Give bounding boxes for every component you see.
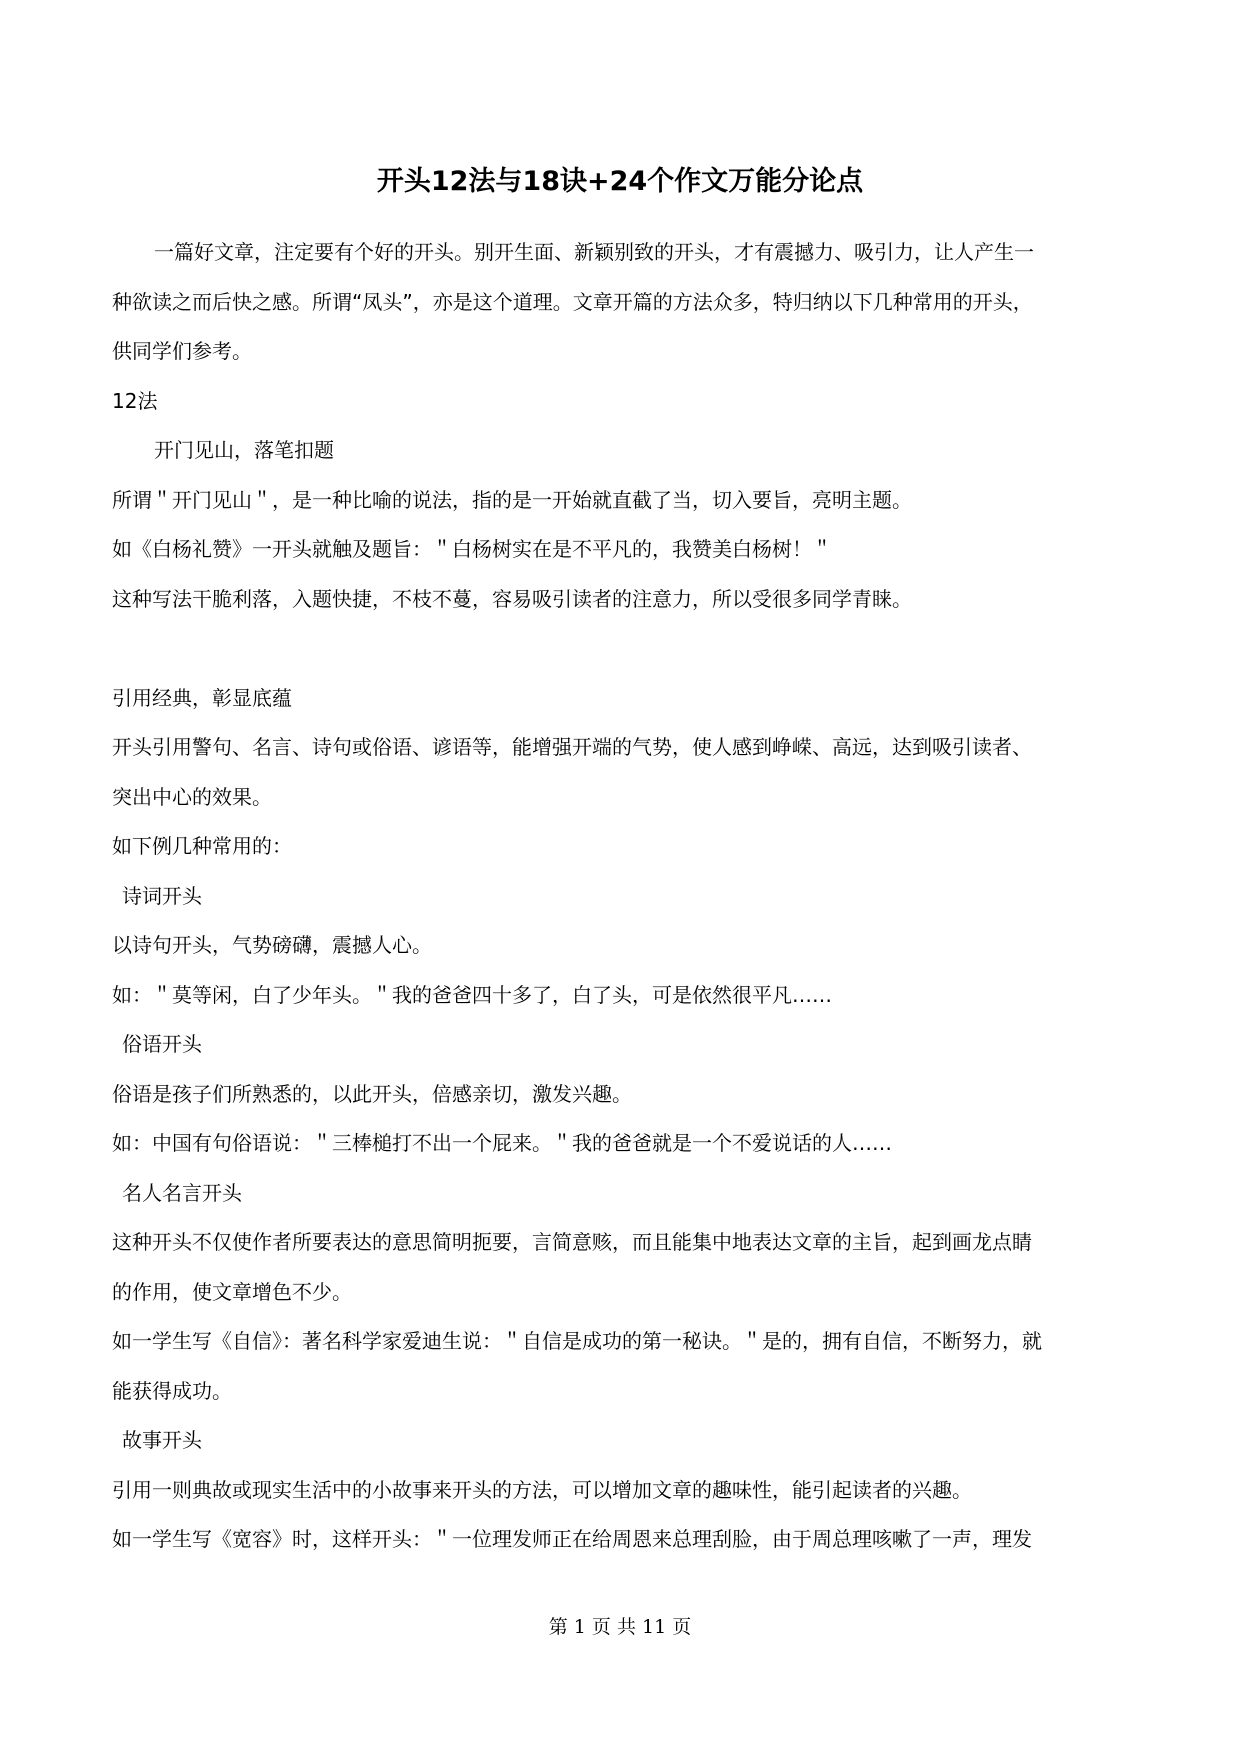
method-heading: 开门见山，落笔扣题 bbox=[154, 438, 334, 462]
document-title: 开头12法与18诀+24个作文万能分论点 bbox=[376, 166, 864, 197]
section-heading: 12法 bbox=[112, 388, 158, 413]
paragraph-line: 开头引用警句、名言、诗句或俗语、谚语等，能增强开端的气势，使人感到峥嵘、高远，达到吸引读者、 bbox=[112, 735, 1032, 759]
paragraph-line: 种欲读之而后快之感。所谓“凤头”，亦是这个道理。文章开篇的方法众多，特归纳以下几种常用的开头， bbox=[112, 289, 1033, 314]
method-heading: 引用经典，彰显底蕴 bbox=[112, 685, 292, 710]
paragraph-line: 所谓＂开门见山＂，是一种比喻的说法，指的是一开始就直截了当，切入要旨，亮明主题。 bbox=[112, 487, 912, 512]
paragraph-line: 这种写法干脆利落，入题快捷，不枝不蔓，容易吸引读者的注意力，所以受很多同学青睐。 bbox=[112, 586, 912, 611]
paragraph-line: 如：中国有句俗语说：＂三棒槌打不出一个屁来。＂我的爸爸就是一个不爱说话的人…… bbox=[112, 1131, 892, 1155]
sub-heading: 名人名言开头 bbox=[122, 1180, 242, 1205]
blank-line bbox=[112, 624, 1132, 674]
sub-heading: 故事开头 bbox=[122, 1428, 202, 1452]
sub-heading: 诗词开头 bbox=[122, 883, 202, 908]
paragraph-line: 能获得成功。 bbox=[112, 1378, 232, 1403]
paragraph-line: 引用一则典故或现实生活中的小故事来开头的方法，可以增加文章的趣味性，能引起读者的兴趣。 bbox=[112, 1477, 972, 1502]
paragraph-line: 如一学生写《自信》：著名科学家爱迪生说：＂自信是成功的第一秘诀。＂是的，拥有自信，不断努力，就 bbox=[112, 1329, 1042, 1353]
paragraph-line: 突出中心的效果。 bbox=[112, 784, 272, 809]
paragraph-line: 俗语是孩子们所熟悉的，以此开头，倍感亲切，激发兴趣。 bbox=[112, 1081, 632, 1106]
paragraph-line: 如一学生写《宽容》时，这样开头：＂一位理发师正在给周恩来总理刮脸，由于周总理咳嗽了一声，理发 bbox=[112, 1527, 1032, 1551]
document-body bbox=[112, 228, 1132, 1565]
page-number-footer: 第 1 页 共 11 页 bbox=[548, 1616, 692, 1638]
paragraph-line: 供同学们参考。 bbox=[112, 339, 252, 363]
paragraph-line: 的作用，使文章增色不少。 bbox=[112, 1279, 352, 1304]
paragraph-line: 如《白杨礼赞》一开头就触及题旨：＂白杨树实在是不平凡的，我赞美白杨树！＂ bbox=[112, 537, 832, 561]
paragraph-line: 一篇好文章，注定要有个好的开头。别开生面、新颖别致的开头，才有震撼力、吸引力，让人产生一 bbox=[154, 240, 1034, 264]
paragraph-line: 这种开头不仅使作者所要表达的意思简明扼要，言简意赅，而且能集中地表达文章的主旨，起到画龙点睛 bbox=[112, 1230, 1032, 1254]
paragraph-line: 如下例几种常用的： bbox=[112, 834, 292, 858]
sub-heading: 俗语开头 bbox=[122, 1032, 202, 1056]
paragraph-line: 以诗句开头，气势磅礴，震撼人心。 bbox=[112, 933, 432, 957]
paragraph-line: 如：＂莫等闲，白了少年头。＂我的爸爸四十多了，白了头，可是依然很平凡…… bbox=[112, 982, 832, 1007]
